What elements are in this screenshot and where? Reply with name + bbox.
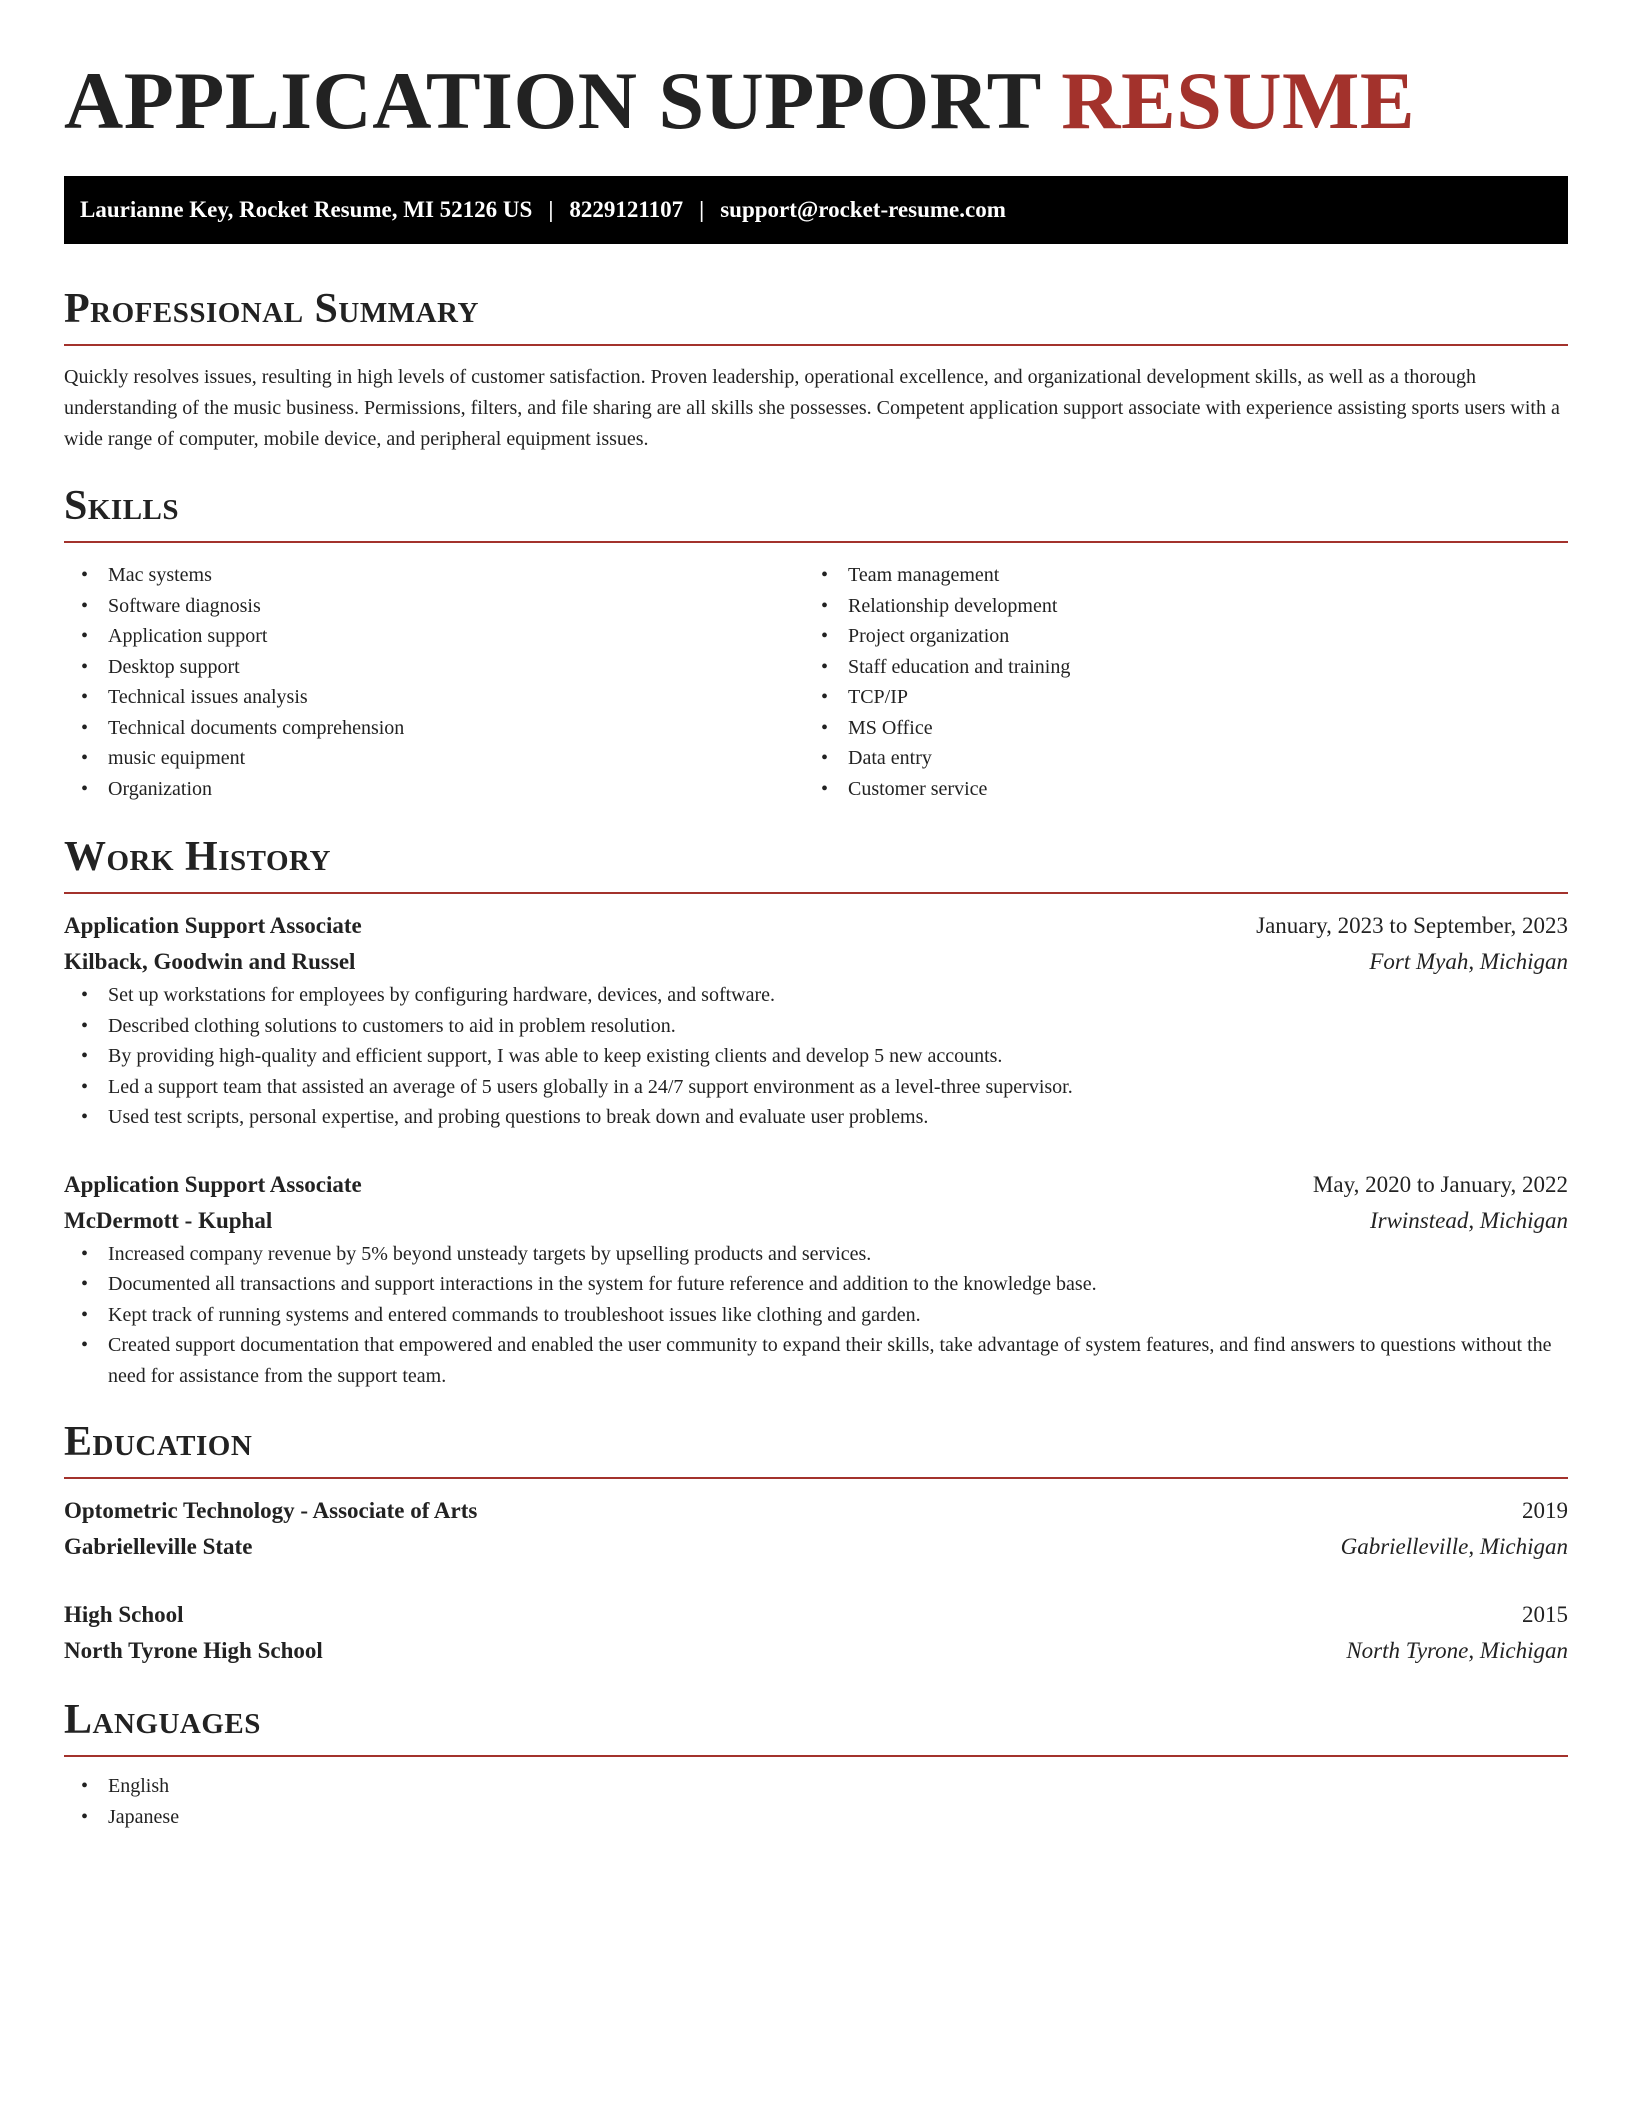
section-divider xyxy=(64,1755,1568,1757)
skill-item: • Customer service xyxy=(804,774,1544,805)
contact-bar xyxy=(64,176,1568,244)
job-company-row xyxy=(64,1203,1568,1239)
skill-item: • Mac systems xyxy=(64,560,804,591)
contact-separator: | xyxy=(699,197,705,222)
job-company: McDermott - Kuphal xyxy=(64,1207,273,1233)
summary-section xyxy=(64,284,1568,455)
education-school-row xyxy=(64,1529,1568,1565)
title-main: APPLICATION SUPPORT xyxy=(64,55,1041,146)
education-school: North Tyrone High School xyxy=(64,1638,323,1663)
skill-item: • Team management xyxy=(804,560,1544,591)
education-entry xyxy=(64,1493,1568,1565)
duty-item: • Set up workstations for employees by configuring hardware, devices, and software. xyxy=(64,980,1568,1011)
language-item: • Japanese xyxy=(64,1802,1568,1833)
skill-item: • TCP/IP xyxy=(804,682,1544,713)
skill-item: • Relationship development xyxy=(804,591,1544,622)
duty-item: • By providing high-quality and efficient support, I was able to keep existing clients and develop 5 new accounts. xyxy=(64,1041,1568,1072)
job-location: Fort Myah, Michigan xyxy=(1369,949,1568,974)
skills-list-left xyxy=(64,560,804,804)
job-entry xyxy=(64,1167,1568,1392)
job-header-row xyxy=(64,1167,1568,1203)
section-divider xyxy=(64,541,1568,543)
education-location: North Tyrone, Michigan xyxy=(1346,1638,1568,1663)
contact-email: support@rocket-resume.com xyxy=(720,197,1006,222)
resume-title xyxy=(64,0,1568,144)
job-duties xyxy=(64,980,1568,1133)
languages-list xyxy=(64,1771,1568,1832)
skill-item: • Organization xyxy=(64,774,804,805)
section-divider xyxy=(64,1477,1568,1479)
title-accent: RESUME xyxy=(1061,55,1416,146)
skills-grid xyxy=(64,560,1568,804)
education-year: 2015 xyxy=(1522,1602,1568,1627)
languages-heading: Languages xyxy=(64,1697,261,1743)
skill-item: • Application support xyxy=(64,621,804,652)
summary-text: Quickly resolves issues, resulting in high levels of customer satisfaction. Proven leadership, operational excellence, and organizational development skills, as well as a thorough understanding of the music business. Permissions, filters, and file sharing are all skills she possesses. Competent application support associate with experience assisting sports users with a wide range of computer, mobile device, and peripheral equipment issues. xyxy=(64,366,1560,450)
skills-list-right xyxy=(804,560,1544,804)
job-company-row xyxy=(64,944,1568,980)
duty-item: • Led a support team that assisted an average of 5 users globally in a 24/7 support environment as a level-three supervisor. xyxy=(64,1072,1568,1103)
section-divider xyxy=(64,344,1568,346)
contact-address: Laurianne Key, Rocket Resume, MI 52126 US xyxy=(80,197,533,222)
skill-item: • MS Office xyxy=(804,713,1544,744)
duty-item: • Increased company revenue by 5% beyond unsteady targets by upselling products and services. xyxy=(64,1239,1568,1270)
education-section xyxy=(64,1417,1568,1669)
language-item: • English xyxy=(64,1771,1568,1802)
contact-phone: 8229121107 xyxy=(569,197,684,222)
education-school: Gabrielleville State xyxy=(64,1534,253,1559)
skill-item: • Software diagnosis xyxy=(64,591,804,622)
education-header-row xyxy=(64,1493,1568,1529)
education-degree: High School xyxy=(64,1602,184,1627)
duty-item: • Documented all transactions and support interactions in the system for future reference and addition to the knowledge base. xyxy=(64,1269,1568,1300)
section-divider xyxy=(64,892,1568,894)
skill-item: • Project organization xyxy=(804,621,1544,652)
skill-item: • Technical documents comprehension xyxy=(64,713,804,744)
summary-heading: Professional Summary xyxy=(64,286,479,332)
education-year: 2019 xyxy=(1522,1498,1568,1523)
skills-heading: Skills xyxy=(64,483,180,529)
duty-item: • Created support documentation that empowered and enabled the user community to expand their skills, take advantage of system features, and find answers to questions without the need for assistance from the support team. xyxy=(64,1330,1568,1391)
skill-item: • Technical issues analysis xyxy=(64,682,804,713)
job-company: Kilback, Goodwin and Russel xyxy=(64,949,356,974)
contact-separator: | xyxy=(548,197,554,222)
education-header-row xyxy=(64,1597,1568,1633)
skills-section xyxy=(64,481,1568,804)
job-duties xyxy=(64,1239,1568,1392)
duty-item: • Described clothing solutions to customers to aid in problem resolution. xyxy=(64,1011,1568,1042)
job-dates: May, 2020 to January, 2022 xyxy=(1312,1171,1568,1197)
education-heading: Education xyxy=(64,1419,253,1465)
skill-item: • Desktop support xyxy=(64,652,804,683)
job-entry xyxy=(64,908,1568,1133)
work-section xyxy=(64,832,1568,1391)
job-dates: January, 2023 to September, 2023 xyxy=(1256,913,1568,938)
work-heading: Work History xyxy=(64,834,331,880)
job-title: Application Support Associate xyxy=(64,913,362,938)
education-degree: Optometric Technology - Associate of Arts xyxy=(64,1498,478,1523)
languages-section xyxy=(64,1695,1568,1832)
education-school-row xyxy=(64,1633,1568,1669)
job-location: Irwinstead, Michigan xyxy=(1369,1207,1568,1233)
skill-item: • music equipment xyxy=(64,743,804,774)
job-title: Application Support Associate xyxy=(64,1171,362,1197)
job-header-row xyxy=(64,908,1568,944)
skill-item: • Data entry xyxy=(804,743,1544,774)
education-location: Gabrielleville, Michigan xyxy=(1340,1534,1568,1559)
duty-item: • Used test scripts, personal expertise, and probing questions to break down and evaluate user problems. xyxy=(64,1102,1568,1133)
skill-item: • Staff education and training xyxy=(804,652,1544,683)
duty-item: • Kept track of running systems and entered commands to troubleshoot issues like clothing and garden. xyxy=(64,1300,1568,1331)
education-entry xyxy=(64,1597,1568,1669)
resume-page xyxy=(64,0,1568,1832)
